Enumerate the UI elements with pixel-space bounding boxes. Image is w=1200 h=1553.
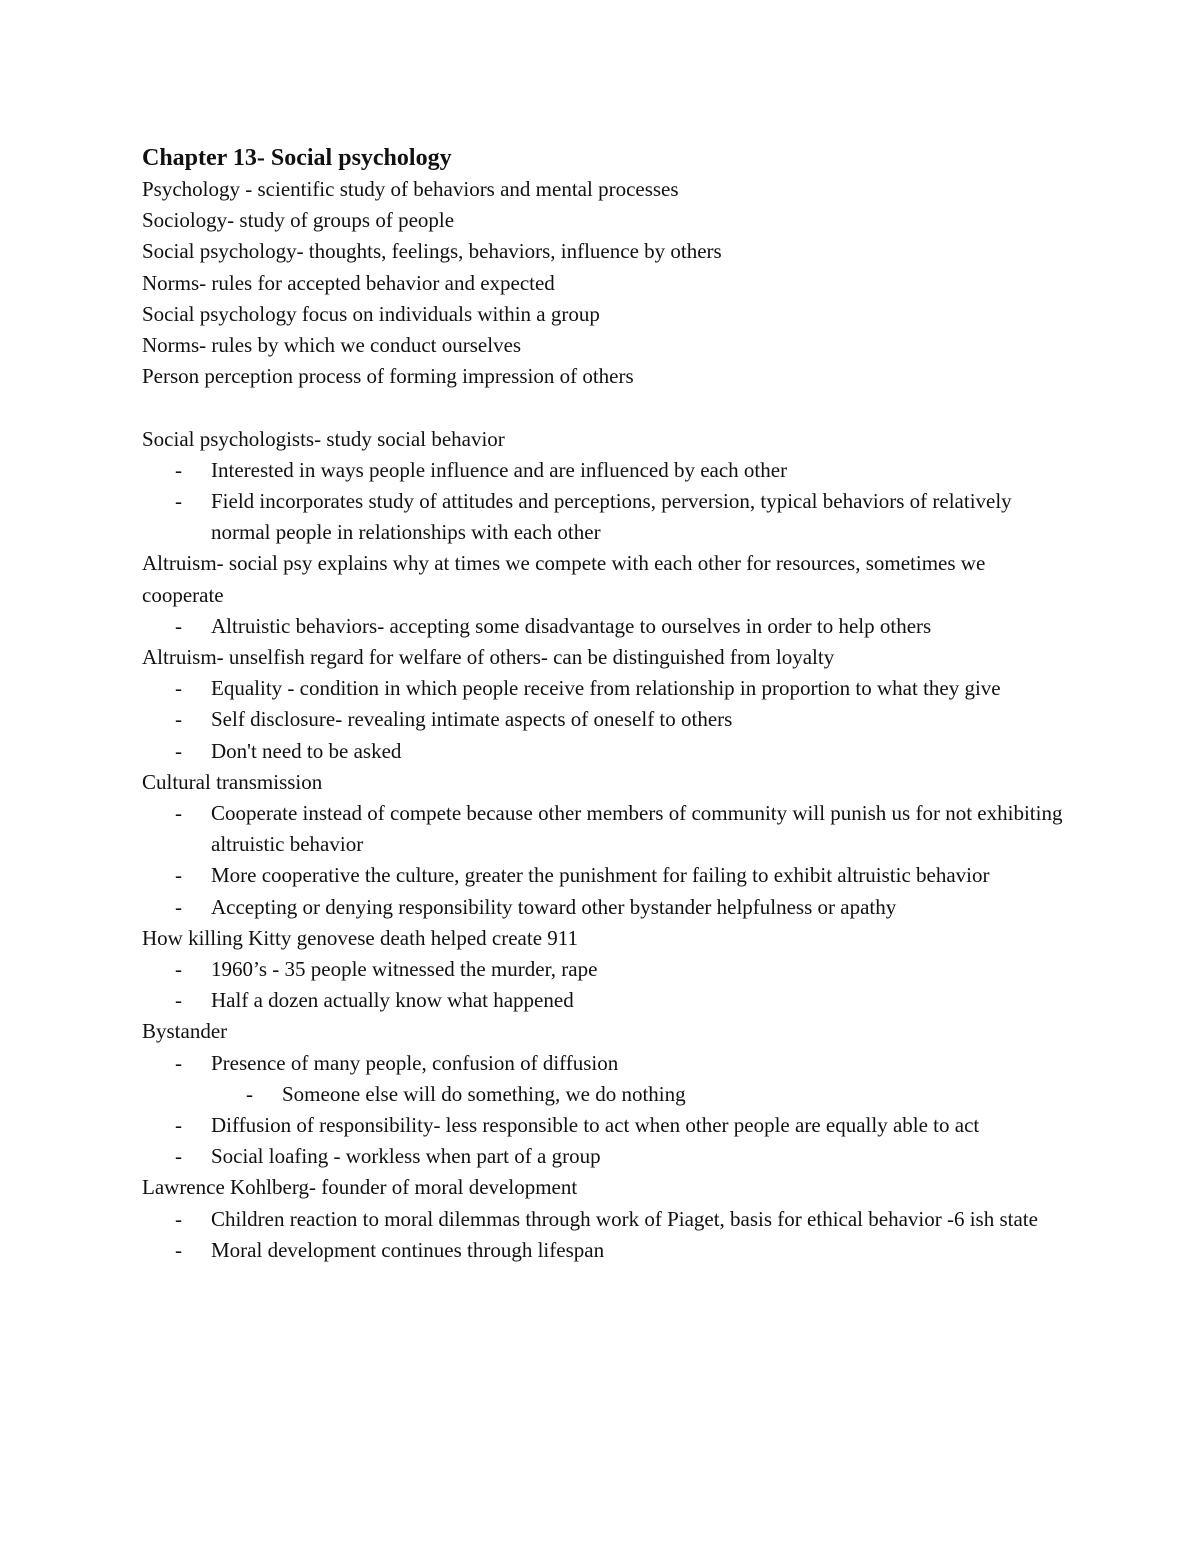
- intro-line: Psychology - scientific study of behaviors and mental processes: [142, 177, 679, 201]
- bullet-item: [142, 1110, 1072, 1141]
- bullet-text: Don't need to be asked: [211, 738, 402, 763]
- bullet-text: Social loafing - workless when part of a group: [211, 1144, 601, 1169]
- bullet-dash: -: [246, 1081, 253, 1106]
- bullet-item: [142, 798, 1072, 860]
- document-title: Chapter 13- Social psychology: [142, 145, 452, 171]
- section-heading: Altruism- social psy explains why at times we compete with each other for resources, sometimes we cooperate: [142, 551, 986, 607]
- intro-line: Social psychology focus on individuals within a group: [142, 301, 600, 326]
- bullet-dash: -: [175, 613, 182, 638]
- bullet-dash: -: [175, 1206, 182, 1231]
- bullet-text: Self disclosure- revealing intimate aspects of oneself to others: [211, 707, 733, 732]
- bullet-dash: -: [175, 988, 182, 1013]
- section-heading: Lawrence Kohlberg- founder of moral development: [142, 1175, 578, 1200]
- bullet-text: More cooperative the culture, greater the punishment for failing to exhibit altruistic behavior: [211, 863, 990, 888]
- blank-line: [142, 392, 1072, 423]
- bullet-item: [142, 611, 1072, 642]
- bullet-item: [142, 954, 1072, 985]
- section-heading: Altruism- unselfish regard for welfare of others- can be distinguished from loyalty: [142, 645, 835, 670]
- bullet-text: Interested in ways people influence and are influenced by each other: [211, 457, 788, 482]
- bullet-item: [142, 455, 1072, 486]
- bullet-text: Diffusion of responsibility- less responsible to act when other people are equally able to act: [211, 1113, 980, 1138]
- bullet-item: [142, 1235, 1072, 1266]
- bullet-item: [142, 736, 1072, 767]
- document-page: [142, 143, 1072, 1266]
- bullet-text: Presence of many people, confusion of diffusion: [211, 1050, 619, 1075]
- bullet-text: Cooperate instead of compete because other members of community will punish us for not exhibiting altruistic behavior: [211, 801, 1063, 857]
- bullet-item: [142, 673, 1072, 704]
- bullet-text: Half a dozen actually know what happened: [211, 988, 574, 1013]
- bullet-item: [142, 860, 1072, 891]
- bullet-text: Field incorporates study of attitudes and perceptions, perversion, typical behaviors of relatively normal people in relationships with each other: [211, 489, 1012, 545]
- bullet-dash: -: [175, 676, 182, 701]
- bullet-text: Equality - condition in which people receive from relationship in proportion to what they give: [211, 676, 1001, 701]
- bullet-dash: -: [175, 457, 182, 482]
- bullet-dash: -: [175, 1050, 182, 1075]
- bullet-dash: -: [175, 1237, 182, 1262]
- bullet-dash: -: [175, 863, 182, 888]
- intro-line: Sociology- study of groups of people: [142, 208, 455, 233]
- bullet-dash: -: [175, 738, 182, 763]
- section-heading: Bystander: [142, 1019, 228, 1044]
- bullet-item: [142, 1204, 1072, 1235]
- bullet-dash: -: [175, 957, 182, 982]
- bullet-text: Accepting or denying responsibility toward other bystander helpfulness or apathy: [211, 894, 897, 919]
- section-heading: Cultural transmission: [142, 769, 323, 794]
- bullet-item: [142, 486, 1072, 548]
- bullet-item: [142, 985, 1072, 1016]
- bullet-dash: -: [175, 1144, 182, 1169]
- bullet-text: Moral development continues through lifespan: [211, 1237, 605, 1262]
- bullet-item: [142, 704, 1072, 735]
- bullet-dash: -: [175, 1113, 182, 1138]
- bullet-item: [142, 1141, 1072, 1172]
- section-heading: How killing Kitty genovese death helped create 911: [142, 925, 579, 950]
- bullet-dash: -: [175, 489, 182, 514]
- bullet-text: 1960’s - 35 people witnessed the murder, rape: [211, 957, 598, 982]
- bullet-item: [142, 892, 1072, 923]
- intro-line: Person perception process of forming impression of others: [142, 364, 634, 389]
- section-heading: Social psychologists- study social behavior: [142, 426, 505, 451]
- bullet-item: [142, 1048, 1072, 1079]
- intro-line: Norms- rules by which we conduct ourselves: [142, 333, 522, 358]
- sub-bullet-item: [142, 1079, 1072, 1110]
- bullet-text: Children reaction to moral dilemmas through work of Piaget, basis for ethical behavior -6 ish state: [211, 1206, 1038, 1231]
- intro-line: Social psychology- thoughts, feelings, behaviors, influence by others: [142, 239, 722, 264]
- bullet-dash: -: [175, 707, 182, 732]
- bullet-dash: -: [175, 801, 182, 826]
- bullet-dash: -: [175, 894, 182, 919]
- intro-line: Norms- rules for accepted behavior and expected: [142, 270, 555, 295]
- bullet-text: Someone else will do something, we do nothing: [282, 1081, 686, 1106]
- bullet-text: Altruistic behaviors- accepting some disadvantage to ourselves in order to help others: [211, 613, 932, 638]
